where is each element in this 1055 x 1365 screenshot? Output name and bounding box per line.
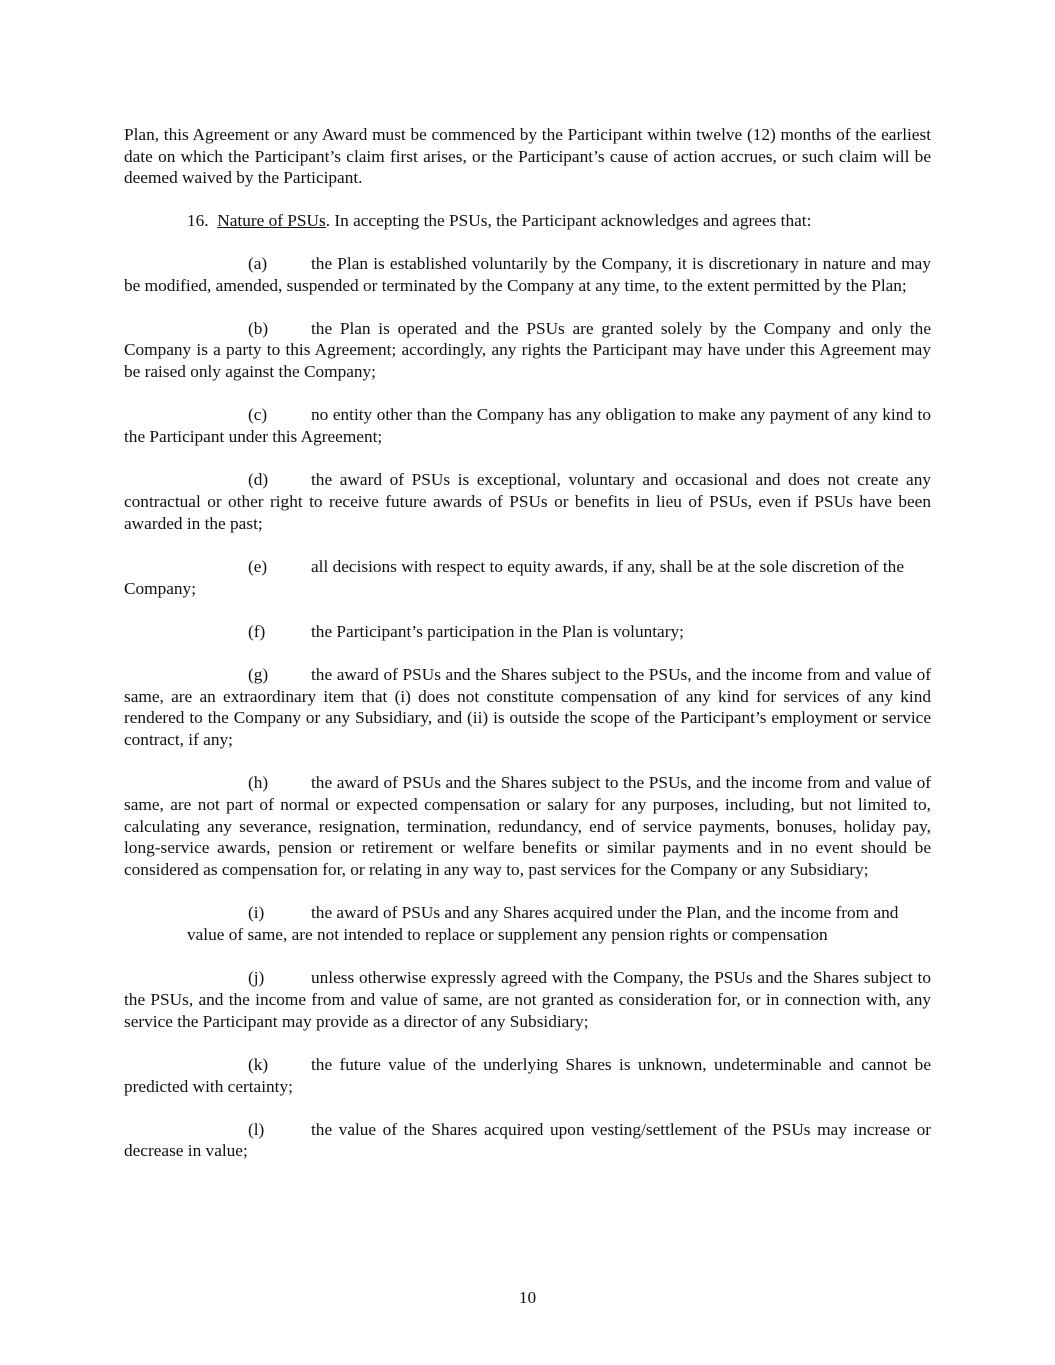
item-label: (h) [248, 773, 269, 793]
item-text: all decisions with respect to equity awards, if any, shall be at the sole discretion of the Company; [124, 556, 904, 598]
list-item-f [124, 621, 931, 643]
item-text: the award of PSUs and the Shares subject to the PSUs, and the income from and value of same, are not part of normal or expected compensation or salary for any purposes, including, but not limited to, calculating any severance, resignation, termination, redundancy, end of service payments, bonuses, holiday pay, long-service awards, pension or retirement or welfare benefits or similar payments and in no event should be considered as compensation for, or relating in any way to, past services for the Company or any Subsidiary; [124, 773, 931, 880]
item-label: (c) [248, 405, 268, 425]
item-label: (k) [248, 1054, 269, 1074]
item-text: the Plan is established voluntarily by the Company, it is discretionary in nature and may be modified, amended, suspended or terminated by the Company at any time, to the extent permitted by the Plan; [124, 253, 931, 295]
item-label: (e) [248, 556, 268, 576]
section-number: 16. [187, 210, 209, 230]
item-label: (g) [248, 664, 269, 684]
item-text: the future value of the underlying Shares is unknown, undeterminable and cannot be predicted with certainty; [124, 1054, 931, 1096]
section-title: Nature of PSUs [217, 210, 326, 230]
section-lead: . In accepting the PSUs, the Participant acknowledges and agrees that: [325, 210, 812, 230]
item-text: unless otherwise expressly agreed with the Company, the PSUs and the Shares subject to the PSUs, and the income from and value of same, are not granted as consideration for, or in connection with, any service the Participant may provide as a director of any Subsidiary; [124, 968, 931, 1031]
list-item-a [124, 253, 931, 296]
item-label: (i) [248, 903, 265, 923]
list-item-g [124, 664, 931, 751]
item-label: (d) [248, 470, 269, 490]
list-item-c [124, 404, 931, 447]
item-text: the value of the Shares acquired upon vesting/settlement of the PSUs may increase or decrease in value; [124, 1119, 931, 1161]
page-number: 10 [518, 1288, 537, 1307]
item-text: the award of PSUs and any Shares acquired under the Plan, and the income from and value of same, are not intended to replace or supplement any pension rights or compensation [187, 903, 899, 944]
item-label: (f) [248, 621, 266, 641]
item-text: the award of PSUs is exceptional, voluntary and occasional and does not create any contractual or other right to receive future awards of PSUs or benefits in lieu of PSUs, even if PSUs have been awarded in the past; [124, 470, 931, 533]
list-item-k [124, 1054, 931, 1097]
item-label: (l) [248, 1119, 265, 1139]
item-text: no entity other than the Company has any obligation to make any payment of any kind to the Participant under this Agreement; [124, 405, 931, 447]
list-item-j [124, 967, 931, 1032]
item-text: the award of PSUs and the Shares subject to the PSUs, and the income from and value of same, are an extraordinary item that (i) does not constitute compensation of any kind for services of any kind rendered to the Company or any Subsidiary, and (ii) is outside the scope of the Participant’s employment or service contract, if any; [124, 664, 931, 750]
list-item-l [124, 1119, 931, 1162]
list-item-i [187, 902, 931, 945]
list-item-b [124, 318, 931, 383]
item-label: (a) [248, 253, 268, 273]
document-page [124, 124, 931, 1162]
list-item-e [124, 556, 931, 599]
list-item-d [124, 469, 931, 534]
item-label: (j) [248, 968, 265, 988]
item-text: the Plan is operated and the PSUs are granted solely by the Company and only the Company is a party to this Agreement; accordingly, any rights the Participant may have under this Agreement may be raised only against the Company; [124, 318, 931, 382]
intro-paragraph: Plan, this Agreement or any Award must be commenced by the Participant within twelve (12) months of the earliest date on which the Participant’s claim first arises, or the Participant’s cause of action accrues, or such claim will be deemed waived by the Participant. [124, 125, 931, 188]
item-text: the Participant’s participation in the Plan is voluntary; [311, 621, 684, 641]
section-16-heading [124, 210, 931, 232]
list-item-h [124, 772, 931, 881]
item-label: (b) [248, 318, 269, 338]
